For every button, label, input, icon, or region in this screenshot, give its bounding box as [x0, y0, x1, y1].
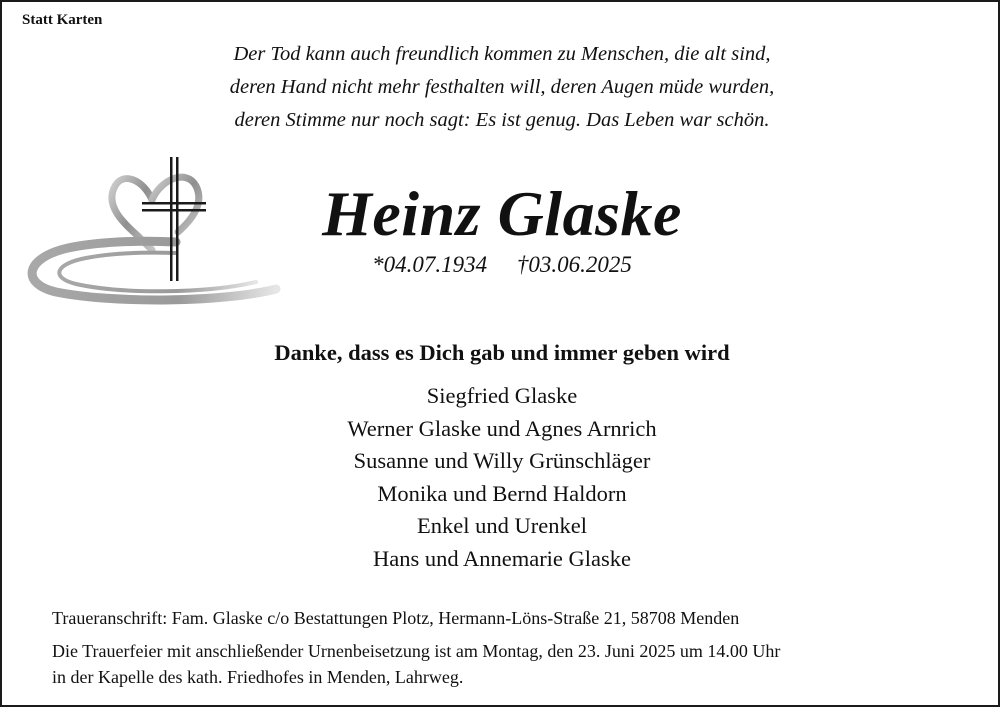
mourner-entry: Siegfried Glaske [426, 383, 578, 408]
cross-shape [142, 209, 206, 212]
mourning-address: Traueranschrift: Fam. Glaske c/o Bestattungen Plotz, Hermann-Löns-Straße 21, 58708 Menden [52, 608, 740, 628]
life-dates [2, 248, 1000, 282]
deceased-name: Heinz Glaske [322, 178, 682, 249]
cross-shape [142, 202, 206, 205]
mourner-entry: Susanne und Willy Grünschläger [353, 448, 651, 473]
poem [2, 38, 1000, 137]
mourner-entry: Monika und Bernd Haldorn [377, 480, 627, 506]
poem-line: deren Hand nicht mehr festhalten will, deren Augen müde wurden, [229, 76, 775, 98]
thanks-line: Danke, dass es Dich gab und immer geben wird [274, 340, 730, 365]
birth-date: *04.07.1934 [372, 252, 488, 277]
ceremony-line: Die Trauerfeier mit anschließender Urnenbeisetzung ist am Montag, den 23. Juni 2025 um 14.00 Uhr [52, 641, 781, 661]
mourner-entry: Enkel und Urenkel [417, 513, 587, 538]
mourners-list [2, 380, 1000, 575]
mourner-entry: Hans und Annemarie Glaske [372, 545, 632, 571]
heart-shape [152, 177, 199, 232]
poem-line: Der Tod kann auch freundlich kommen zu Menschen, die alt sind, [233, 43, 771, 65]
mourner-entry: Werner Glaske und Agnes Arnrich [347, 415, 657, 441]
ceremony-info [52, 638, 780, 690]
header-label: Statt Karten [22, 12, 103, 28]
death-date: †03.06.2025 [516, 252, 632, 277]
poem-line: deren Stimme nur noch sagt: Es ist genug. Das Leben war schön. [234, 109, 770, 131]
ceremony-line: in der Kapelle des kath. Friedhofes in Menden, Lahrweg. [52, 667, 464, 687]
